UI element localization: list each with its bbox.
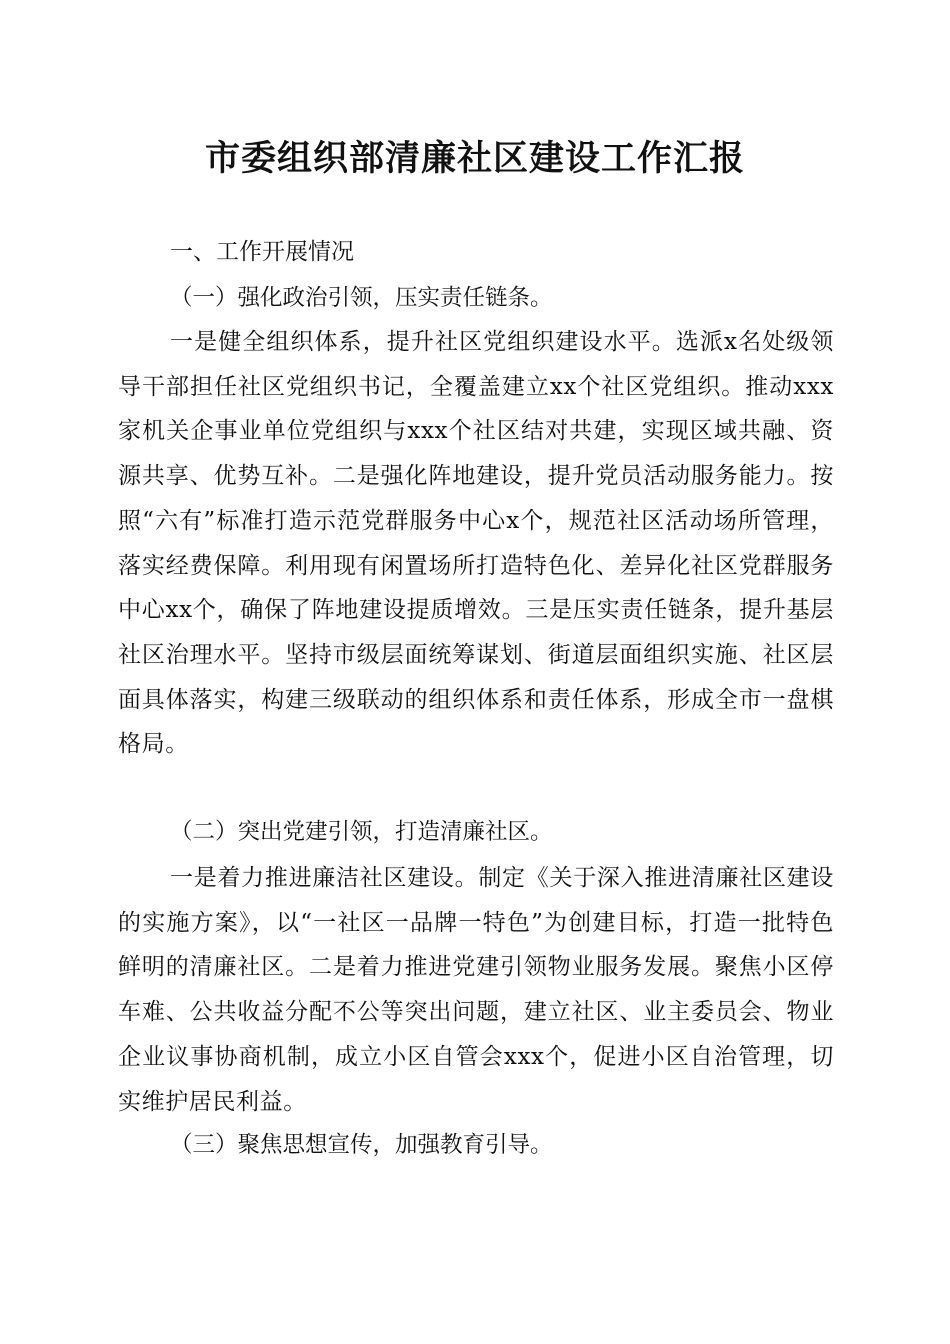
subsection-heading-1: （一）强化政治引领，压实责任链条。 — [170, 285, 553, 311]
document-title: 市委组织部清廉社区建设工作汇报 — [204, 138, 745, 179]
subsection-body-2: 一是着力推进廉洁社区建设。制定《关于深入推进清廉社区建设的实施方案》，以“一社区一品牌一特色”为创建目标，打造一批特色鲜明的清廉社区。二是着力推进党建引领物业服务发展。聚焦小区停车难、公共收益分配不公等突出问题，建立社区、业主委员会、物业企业议事协商机制，成立小区自管会xxx个，促进小区自治管理，切实维护居民利益。 — [118, 865, 834, 1115]
subsection-heading-2: （二）突出党建引领，打造清廉社区。 — [170, 819, 553, 845]
section-heading: 一、工作开展情况 — [170, 239, 354, 265]
subsection-body-1: 一是健全组织体系，提升社区党组织建设水平。选派x名处级领导干部担任社区党组织书记，全覆盖建立xx个社区党组织。推动xxx家机关企事业单位党组织与xxx个社区结对共建，实现区域共融、资源共享、优势互补。二是强化阵地建设，提升党员活动服务能力。按照“六有”标准打造示范党群服务中心x个，规范社区活动场所管理，落实经费保障。利用现有闲置场所打造特色化、差异化社区党群服务中心xx个，确保了阵地建设提质增效。三是压实责任链条，提升基层社区治理水平。坚持市级层面统筹谋划、街道层面组织实施、社区层面具体落实，构建三级联动的组织体系和责任体系，形成全市一盘棋格局。 — [118, 329, 834, 758]
subsection-heading-3: （三）聚焦思想宣传，加强教育引导。 — [170, 1132, 553, 1158]
